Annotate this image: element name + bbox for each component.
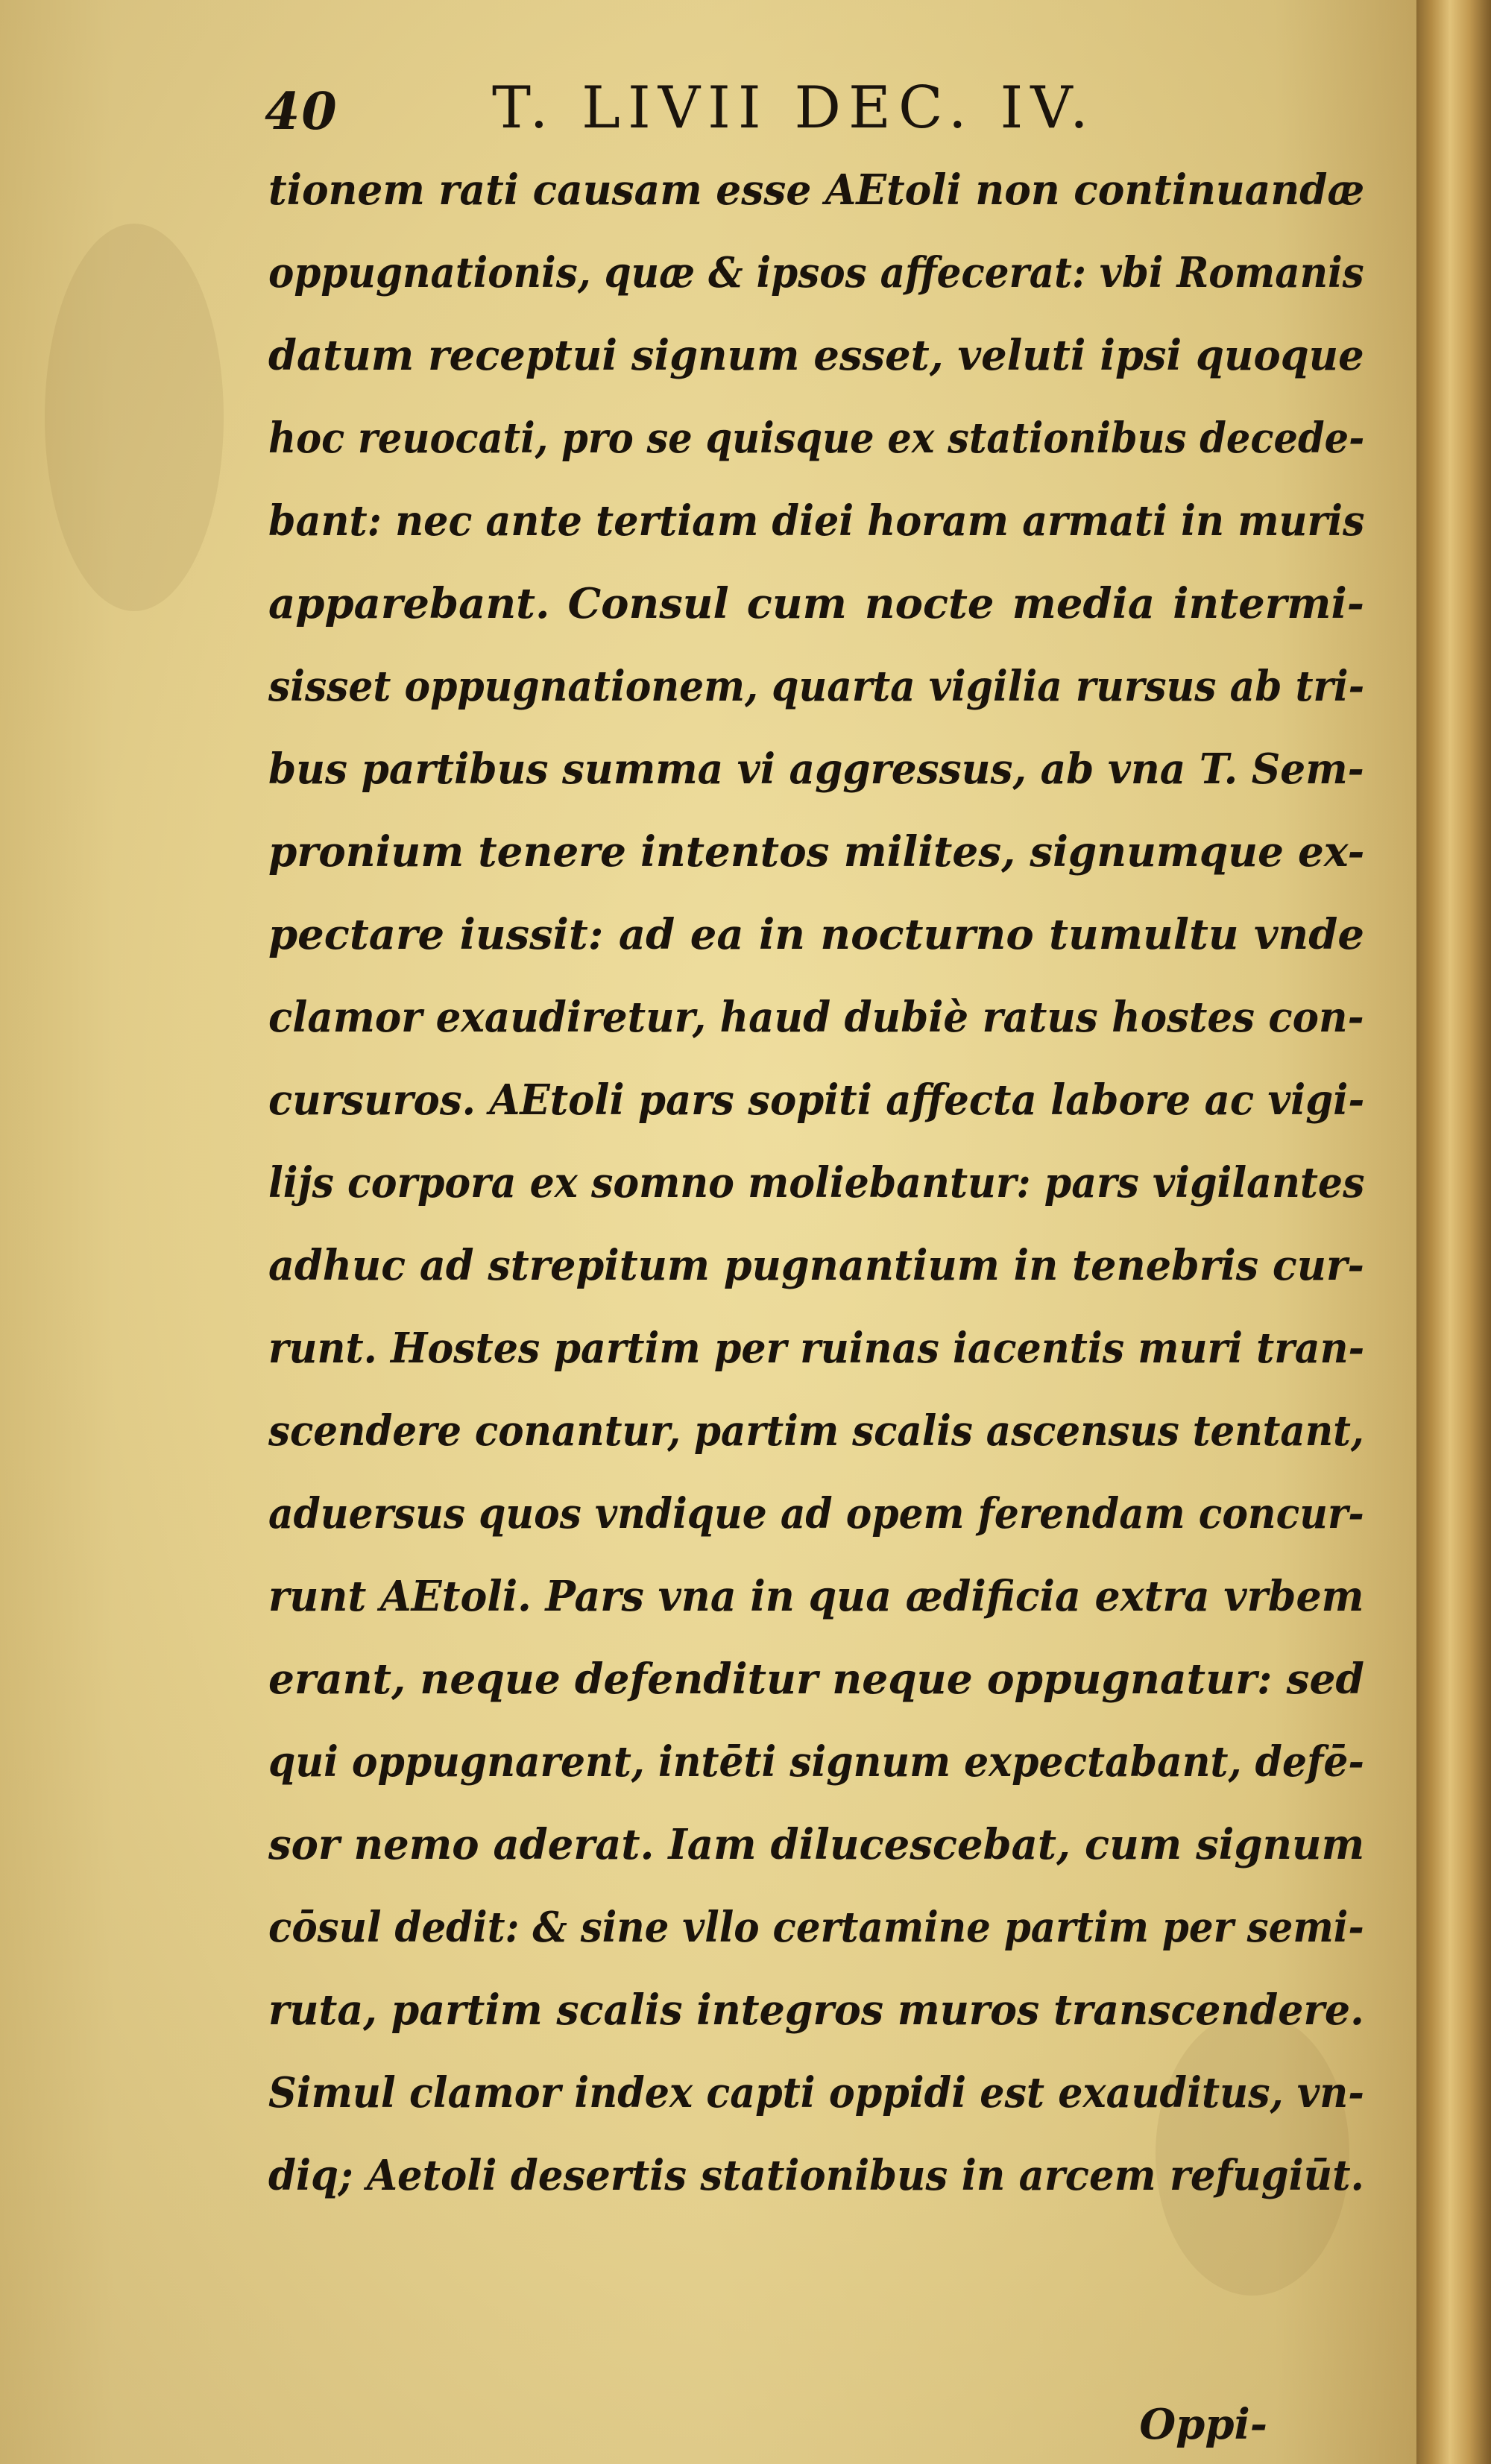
text-line: ruta, partim scalis integros muros transcendere. xyxy=(268,1986,1364,2035)
text-line: diq; Aetoli desertis stationibus in arcem refugiūt. xyxy=(268,2151,1364,2200)
text-line: pronium tenere intentos milites, signumque ex- xyxy=(268,827,1364,876)
text-line: bant: nec ante tertiam diei horam armati in muris xyxy=(268,496,1364,546)
text-line: aduersus quos vndique ad opem ferendam concur- xyxy=(268,1489,1364,1538)
text-line: sisset oppugnationem, quarta vigilia rursus ab tri- xyxy=(268,662,1364,711)
text-line: clamor exaudiretur, haud dubiè ratus hostes con- xyxy=(268,993,1364,1042)
text-line: lijs corpora ex somno moliebantur: pars vigilantes xyxy=(268,1158,1364,1207)
text-line: apparebant. Consul cum nocte media intermi- xyxy=(268,579,1364,628)
text-line: cōsul dedit: & sine vllo certamine partim per semi- xyxy=(268,1903,1364,1952)
text-line: hoc reuocati, pro se quisque ex stationibus decede- xyxy=(268,414,1364,463)
text-line: cursuros. AEtoli pars sopiti affecta labore ac vigi- xyxy=(268,1075,1364,1125)
page-edge xyxy=(1416,0,1491,2464)
text-line: adhuc ad strepitum pugnantium in tenebris cur- xyxy=(268,1241,1364,1290)
text-line: erant, neque defenditur neque oppugnatur: sed xyxy=(268,1655,1364,1704)
running-title: T. LIVII DEC. IV. xyxy=(492,75,1096,142)
catchword: Oppi- xyxy=(1139,2400,1267,2449)
page-number: 40 xyxy=(265,82,338,142)
text-line: oppugnationis, quæ & ipsos affecerat: vbi Romanis xyxy=(268,248,1364,297)
text-line: Simul clamor index capti oppidi est exauditus, vn- xyxy=(268,2068,1364,2117)
text-line: runt. Hostes partim per ruinas iacentis muri tran- xyxy=(268,1324,1364,1373)
text-line: tionem rati causam esse AEtoli non continuandæ xyxy=(268,165,1364,215)
text-line: datum receptui signum esset, veluti ipsi quoque xyxy=(268,331,1364,380)
body-text xyxy=(268,149,1364,2217)
text-line: sor nemo aderat. Iam dilucescebat, cum signum xyxy=(268,1820,1364,1869)
text-line: qui oppugnarent, intēti signum expectabant, defē- xyxy=(268,1737,1364,1787)
paper-stain xyxy=(45,224,224,611)
page-header xyxy=(265,75,1368,142)
text-line: runt AEtoli. Pars vna in qua ædificia extra vrbem xyxy=(268,1572,1364,1621)
text-line: pectare iussit: ad ea in nocturno tumultu vnde xyxy=(268,910,1364,959)
text-line: scendere conantur, partim scalis ascensus tentant, xyxy=(268,1406,1364,1456)
text-line: bus partibus summa vi aggressus, ab vna T. Sem- xyxy=(268,745,1364,794)
